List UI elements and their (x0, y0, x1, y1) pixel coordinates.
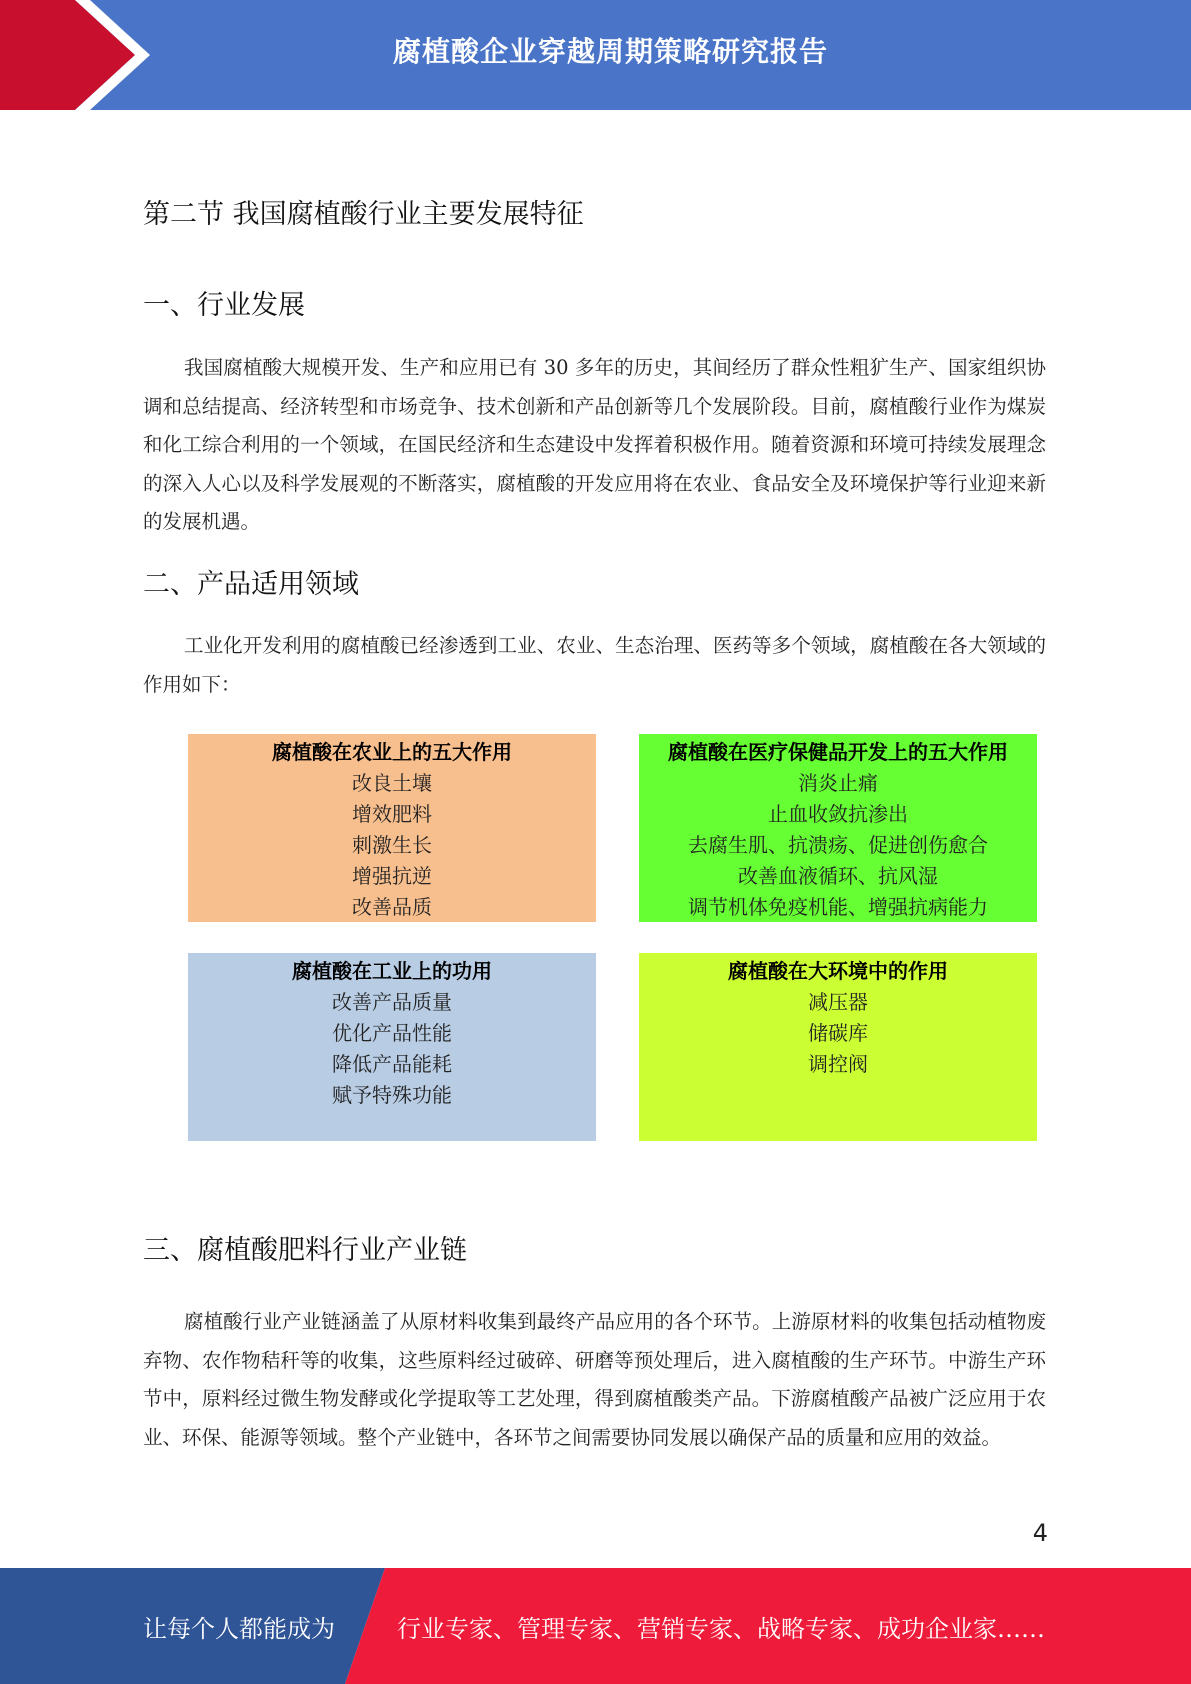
box-item: 赋予特殊功能 (332, 1083, 452, 1107)
box-item: 刺激生长 (352, 833, 432, 857)
box-item: 储碳库 (808, 1021, 868, 1045)
part2-heading: 二、产品适用领域 (143, 569, 359, 600)
box-item: 止血收敛抗渗出 (768, 802, 908, 826)
footer-banner (0, 1568, 1191, 1684)
box-item: 改善产品质量 (332, 990, 452, 1014)
box-item: 消炎止痛 (798, 771, 878, 795)
healthcare-box (639, 734, 1037, 922)
box-title: 腐植酸在工业上的功用 (292, 959, 492, 983)
part2-paragraph: 工业化开发利用的腐植酸已经渗透到工业、农业、生态治理、医药等多个领域，腐植酸在各大领域的作用如下： (143, 634, 1046, 696)
header-banner (0, 0, 1191, 110)
box-title: 腐植酸在医疗保健品开发上的五大作用 (668, 740, 1008, 764)
box-item: 去腐生肌、抗溃疡、促进创伤愈合 (688, 833, 988, 857)
box-item: 改善血液循环、抗风湿 (738, 864, 938, 888)
part1-heading: 一、行业发展 (143, 290, 305, 321)
box-item: 减压器 (808, 990, 868, 1014)
box-item: 改良土壤 (352, 771, 432, 795)
footer-slogan-right: 行业专家、管理专家、营销专家、战略专家、成功企业家…… (397, 1614, 1045, 1643)
box-title: 腐植酸在农业上的五大作用 (272, 740, 512, 764)
box-item: 增强抗逆 (352, 864, 432, 888)
box-item: 增效肥料 (352, 802, 432, 826)
environment-box (639, 953, 1037, 1141)
report-title: 腐植酸企业穿越周期策略研究报告 (392, 35, 828, 68)
box-title: 腐植酸在大环境中的作用 (728, 959, 948, 983)
box-item: 改善品质 (352, 895, 432, 919)
part3-paragraph: 腐植酸行业产业链涵盖了从原材料收集到最终产品应用的各个环节。上游原材料的收集包括动植物废弃物、农作物秸秆等的收集，这些原料经过破碎、研磨等预处理后，进入腐植酸的生产环节。中游生产环节中，原料经过微生物发酵或化学提取等工艺处理，得到腐植酸类产品。下游腐植酸产品被广泛应用于农业、环保、能源等领域。整个产业链中，各环节之间需要协同发展以确保产品的质量和应用的效益。 (143, 1310, 1046, 1449)
industry-box (188, 953, 596, 1141)
part1-paragraph: 我国腐植酸大规模开发、生产和应用已有 30 多年的历史，其间经历了群众性粗犷生产、国家组织协调和总结提高、经济转型和市场竞争、技术创新和产品创新等几个发展阶段。目前，腐植酸行业作为煤炭和化工综合利用的一个领域，在国民经济和生态建设中发挥着积极作用。随着资源和环境可持续发展理念的深入人心以及科学发展观的不断落实，腐植酸的开发应用将在农业、食品安全及环境保护等行业迎来新的发展机遇。 (143, 356, 1046, 533)
box-item: 优化产品性能 (332, 1021, 452, 1045)
footer-slogan-left: 让每个人都能成为 (143, 1614, 335, 1643)
box-item: 调控阀 (808, 1052, 868, 1076)
section-heading: 第二节 我国腐植酸行业主要发展特征 (143, 199, 584, 230)
page-number: 4 (1032, 1519, 1048, 1547)
box-item: 降低产品能耗 (332, 1052, 452, 1076)
part3-heading: 三、腐植酸肥料行业产业链 (143, 1235, 467, 1266)
agriculture-box (188, 734, 596, 922)
box-item: 调节机体免疫机能、增强抗病能力 (688, 895, 988, 919)
